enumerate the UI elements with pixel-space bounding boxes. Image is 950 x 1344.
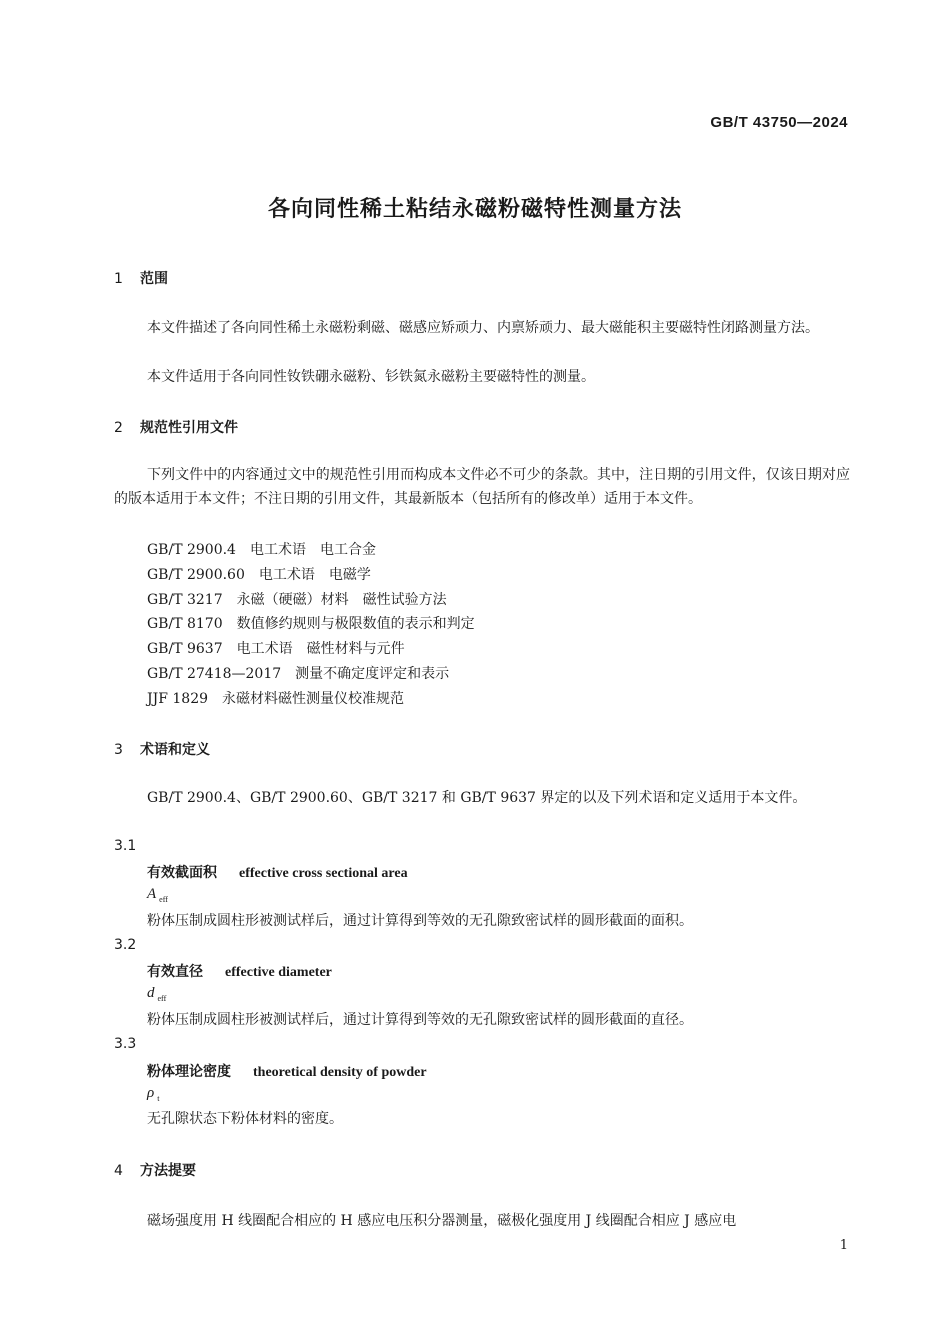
reference-title: 电工术语 电工合金 (249, 542, 376, 558)
page-number: 1 (839, 1238, 848, 1253)
term-chinese: 有效截面积 (147, 865, 217, 881)
reference-code: GB/T 3217 (147, 592, 223, 608)
reference-item (147, 563, 371, 587)
reference-code: GB/T 27418—2017 (147, 666, 282, 682)
reference-code: GB/T 2900.60 (147, 567, 245, 583)
document-title: 各向同性稀土粘结永磁粉磁特性测量方法 (267, 197, 682, 222)
section-4-heading (114, 1160, 196, 1180)
section-3-heading (114, 739, 210, 759)
term-heading (147, 961, 332, 981)
section-1-paragraph-1: 本文件描述了各向同性稀土永磁粉剩磁、磁感应矫顽力、内禀矫顽力、最大磁能积主要磁特性闭路测量方法。 (147, 320, 819, 336)
section-4-paragraph-1: 磁场强度用 H 线圈配合相应的 H 感应电压积分器测量，磁极化强度用 J 线圈配合相应 J 感应电 (147, 1213, 737, 1229)
section-number: 3 (114, 742, 123, 758)
term-heading (147, 862, 408, 882)
symbol-subscript: t (157, 1094, 160, 1103)
section-title: 规范性引用文件 (140, 420, 238, 436)
section-1-heading (114, 268, 168, 288)
symbol-subscript: eff (159, 895, 168, 904)
term-english: theoretical density of powder (253, 1065, 427, 1080)
reference-title: 电工术语 电磁学 (258, 567, 371, 583)
symbol-letter: ρ (147, 1085, 155, 1101)
section-2-heading (114, 417, 238, 437)
term-chinese: 有效直径 (147, 964, 203, 980)
term-number: 3.3 (114, 1036, 137, 1052)
symbol-subscript: eff (157, 994, 167, 1003)
term-number: 3.1 (114, 838, 137, 854)
term-definition: 粉体压制成圆柱形被测试样后，通过计算得到等效的无孔隙致密试样的圆形截面的面积。 (147, 913, 693, 929)
term-definition: 无孔隙状态下粉体材料的密度。 (147, 1111, 343, 1127)
reference-item (147, 637, 405, 661)
reference-title: 数值修约规则与极限数值的表示和判定 (236, 616, 475, 632)
term-english: effective diameter (225, 965, 332, 980)
section-number: 4 (114, 1163, 123, 1179)
reference-title: 永磁材料磁性测量仪校准规范 (222, 691, 405, 707)
section-number: 2 (114, 420, 123, 436)
term-symbol (147, 985, 166, 1003)
reference-code: JJF 1829 (147, 691, 209, 707)
reference-code: GB/T 8170 (147, 616, 223, 632)
reference-item (147, 588, 447, 612)
section-number: 1 (114, 271, 123, 287)
reference-title: 测量不确定度评定和表示 (295, 666, 450, 682)
section-1-paragraph-2: 本文件适用于各向同性钕铁硼永磁粉、钐铁氮永磁粉主要磁特性的测量。 (147, 369, 595, 385)
section-2-paragraph-1: 下列文件中的内容通过文中的规范性引用而构成本文件必不可少的条款。其中，注日期的引用文件，仅该日期对应的版本适用于本文件；不注日期的引用文件，其最新版本（包括所有的修改单）适用于本文件。 (114, 467, 850, 507)
standard-code: GB/T 43750—2024 (710, 114, 848, 131)
term-symbol (147, 1085, 159, 1103)
reference-title: 永磁（硬磁）材料 磁性试验方法 (236, 592, 447, 608)
reference-code: GB/T 2900.4 (147, 542, 236, 558)
term-heading (147, 1061, 427, 1081)
term-definition: 粉体压制成圆柱形被测试样后，通过计算得到等效的无孔隙致密试样的圆形截面的直径。 (147, 1012, 693, 1028)
section-title: 方法提要 (140, 1163, 196, 1179)
term-english: effective cross sectional area (239, 866, 408, 881)
section-title: 范围 (140, 271, 168, 287)
reference-title: 电工术语 磁性材料与元件 (236, 641, 405, 657)
reference-code: GB/T 9637 (147, 641, 223, 657)
term-chinese: 粉体理论密度 (147, 1064, 231, 1080)
term-symbol (147, 886, 168, 904)
reference-item (147, 612, 475, 636)
section-3-paragraph-1: GB/T 2900.4、GB/T 2900.60、GB/T 3217 和 GB/T 9637 界定的以及下列术语和定义适用于本文件。 (147, 790, 807, 806)
symbol-letter: d (147, 985, 155, 1001)
reference-item (147, 538, 376, 562)
reference-item (147, 687, 404, 711)
reference-item (147, 662, 449, 686)
section-title: 术语和定义 (140, 742, 210, 758)
symbol-letter: A (147, 886, 157, 902)
term-number: 3.2 (114, 937, 137, 953)
